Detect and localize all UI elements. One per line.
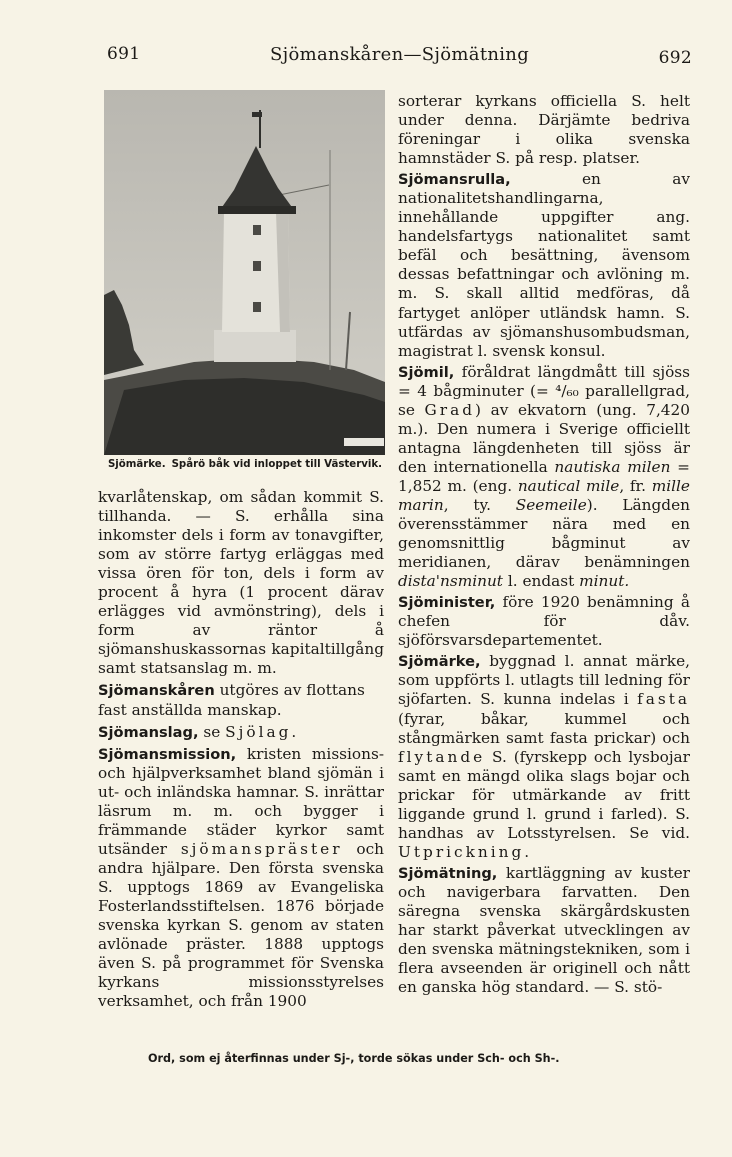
lighthouse-photo — [104, 90, 385, 455]
cross-reference: Grad — [424, 400, 475, 419]
italic-term: nautiska milen — [554, 457, 671, 476]
entry-text: S. (fyrskepp och lysbojar samt en mängd olika slags bojar och prickar för utmärkande av fritt liggande grund l. grund i farled). S. handhas av Lotsstyrelsen. Se vid. — [398, 747, 690, 842]
entry-heading: Sjömanskåren — [98, 682, 215, 700]
entry-heading: Sjömanslag, — [98, 723, 199, 741]
caption-text: Spårö båk vid inloppet till Västervik. — [171, 459, 383, 470]
entry-sjomansrulla — [398, 170, 690, 360]
entry-text: en av nationalitetshandlingarna, innehållande uppgifter ang. handelsfartygs nationalitet samt befäl och besättning, ävensom dessas befattningar och avlöning m. m. S. skall alltid medföras, då fartyget anlöper utländsk hamn. S. utfärdas av sjömanshusombudsman, magistrat l. svensk konsul. — [398, 170, 690, 360]
entry-heading: Sjöminister, — [398, 594, 496, 612]
entry-sjomil — [398, 363, 690, 592]
entry-text: utgöres av flottans fast anställda manskap. — [98, 681, 365, 719]
entry-text: (fyrar, båkar, kummel och stångmärken samt fasta prickar) och — [398, 709, 690, 747]
entry-text: före 1920 benämning å chefen för dåv. sjöförsvarsdepartementet. — [398, 593, 690, 650]
entry-text: byggnad l. annat märke, som uppförts l. utlagts till ledning för sjöfarten. S. kunna indelas i — [398, 652, 690, 709]
entry-sjomatning — [398, 864, 690, 997]
beacon-tower-illustration — [104, 90, 385, 455]
page-number-left: 691 — [107, 44, 141, 64]
right-column — [398, 92, 690, 997]
spaced-term: fasta — [637, 690, 690, 709]
entry-sjomanskaren — [98, 681, 384, 719]
entry-text: se — [198, 722, 226, 741]
italic-term: Seemeile — [515, 495, 587, 514]
cross-reference: Utprickning. — [398, 842, 533, 861]
entry-text: och andra hjälpare. Den första svenska S. upptogs 1869 av Evangeliska Fosterlandsstiftelsen. 1876 började svenska kyrkan S. genom av staten avlönade präster. 1888 upptogs även S. på programmet för Svenska kyrkans missionsstyrelses verksamhet, och från 1900 — [98, 839, 384, 1011]
left-column — [98, 488, 384, 1011]
entry-heading: Sjömansmission, — [98, 745, 237, 763]
entry-text: = 1,852 m. (eng. — [398, 457, 690, 495]
paragraph: kvarlåtenskap, om sådan kommit S. tillhanda. — S. erhålla sina inkomster dels i form av tonavgifter, som av större fartyg erläggas med vissa ören för ton, dels i form av procent å hyra (1 procent därav erlägges vid avmönstring), dels i form av räntor å sjömanshuskassornas kapitaltillgång samt statsanslag m. m. — [98, 488, 384, 678]
cross-reference: Sjölag. — [225, 722, 300, 741]
italic-term: minut. — [579, 572, 630, 591]
entry-text: , fr. — [619, 476, 652, 495]
entry-sjominister — [398, 593, 690, 650]
italic-term: nautical mile — [517, 476, 620, 495]
entry-text: föråldrat längdmått till sjöss = 4 bågminuter (= ⁴/₆₀ parallellgrad, se — [398, 362, 690, 419]
entry-sjomansmission — [98, 745, 384, 1012]
figure-caption — [102, 458, 388, 471]
entry-text: ) av ekvatorn (ung. 7,420 m.). Den numera i Sverige officiellt antagna längdenheten till sjöss är den internationella — [398, 400, 691, 476]
entry-text: ). Längden överensstämmer nära med en genomsnittlig bågminut av meridianen, därav benämningen — [398, 495, 690, 572]
entry-sjomanslag — [98, 723, 384, 742]
paragraph: sorterar kyrkans officiella S. helt under denna. Därjämte bedriva föreningar i olika svenska hamnstäder S. på resp. platser. — [398, 92, 690, 168]
spaced-term: sjömanspräster — [180, 839, 343, 858]
caption-title: Sjömärke. — [107, 459, 166, 470]
spaced-term: flytande — [398, 747, 486, 766]
entry-text: l. endast — [502, 572, 580, 591]
italic-term: dista'nsminut — [398, 572, 503, 591]
entry-sjomarke — [398, 652, 690, 862]
footer-note: Ord, som ej återfinnas under Sj-, torde sökas under Sch- och Sh-. — [148, 1052, 560, 1065]
page-number-right: 692 — [658, 48, 692, 68]
italic-term: mille marin — [398, 476, 690, 514]
entry-text: kartläggning av kuster och navigerbara farvatten. Den säregna svenska skärgårdskusten har starkt påverkat utvecklingen av den svenska mätningstekniken, som i flera avseenden är originell och nått en ganska hög standard. — S. stö- — [398, 863, 690, 997]
entry-heading: Sjömil, — [398, 363, 455, 381]
entry-text: , ty. — [443, 495, 516, 514]
entry-heading: Sjömansrulla, — [398, 171, 511, 189]
entry-heading: Sjömätning, — [398, 864, 498, 882]
entry-heading: Sjömärke, — [398, 653, 481, 671]
running-title: Sjömanskåren—Sjömätning — [270, 44, 530, 65]
entry-text: kristen missions- och hjälpverksamhet bland sjömän i ut- och inländska hamnar. S. inrättar läsrum m. m. och bygger i främmande städer kyrkor samt utsänder — [98, 744, 384, 858]
